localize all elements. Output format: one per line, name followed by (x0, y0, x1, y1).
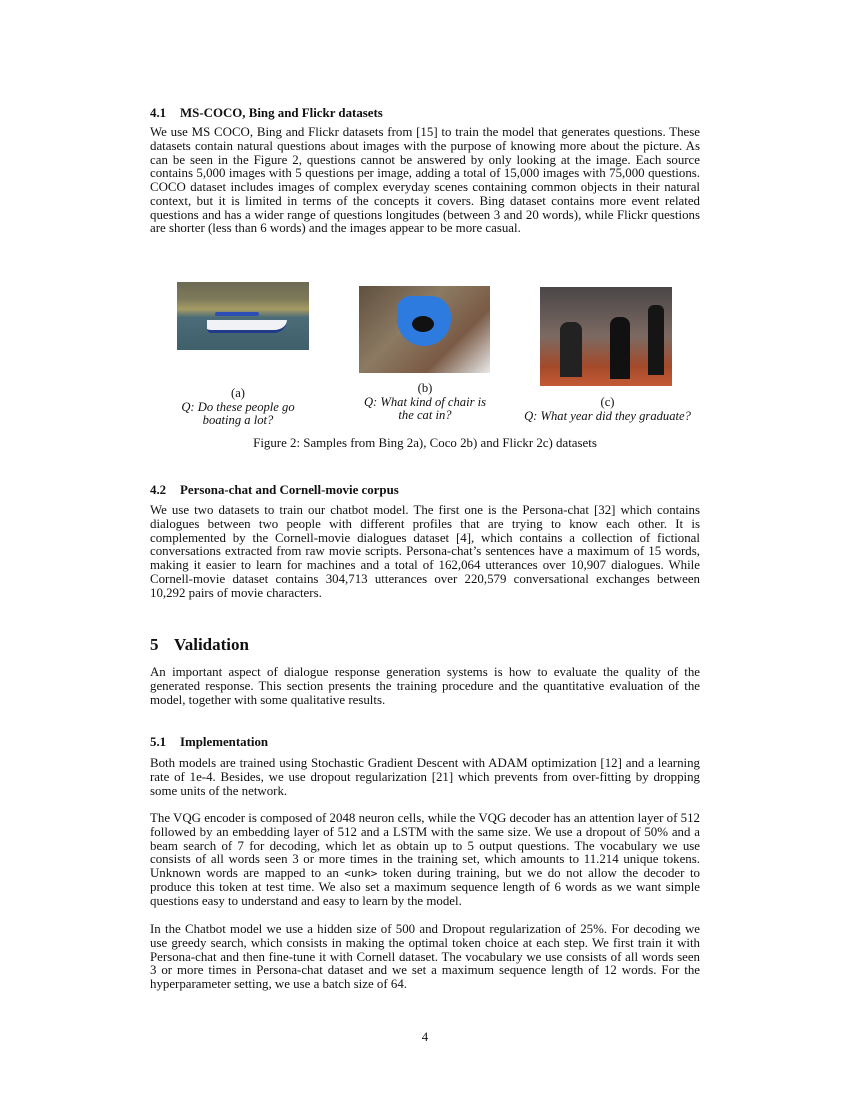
subfigure-question: Q: What year did they graduate? (524, 408, 691, 423)
text: token during training, but we do not allow the decoder to produce this token at test time. We also set a maximum sequence length of 6 words as we want simple questions easy to understand and easy to learn by the model. (150, 866, 700, 908)
section-4-1-heading (150, 106, 700, 121)
section-number: 5.1 (150, 735, 167, 749)
section-title: Validation (174, 635, 249, 654)
section-5-1-paragraph-3 (150, 923, 700, 992)
figure-caption: Figure 2: Samples from Bing 2a), Coco 2b) and Flickr 2c) datasets (253, 436, 597, 450)
section-title: Implementation (180, 735, 269, 749)
subfigure-question: Q: Do these people go boating a lot? (181, 399, 295, 427)
boat-image (177, 282, 309, 350)
subfigure-question: Q: What kind of chair is the cat in? (363, 394, 487, 422)
cat-chair-image (359, 286, 490, 373)
subfigure-c-caption (510, 396, 705, 423)
graduation-image (540, 287, 672, 386)
paragraph (150, 812, 700, 908)
paragraph: We use two datasets to train our chatbot model. The first one is the Persona-chat [32] which contains dialogues between two people with different profiles that are trying to know each other. It is complemented by the Cornell-movie dialogues dataset [4], which contains a collection of fictional conversations extracted from raw movie scripts. Persona-chat’s sentences have a maximum of 15 words, making it easier to learn for machines and a total of 162,064 utterances over 10,907 dialogues. While Cornell-movie dataset contains 304,713 utterances over 220,579 conversational exchanges between 10,292 pairs of movie characters. (150, 503, 700, 600)
paragraph: In the Chatbot model we use a hidden size of 500 and Dropout regularization of 25%. For decoding we use greedy search, which consists in making the optimal token choice at each step. We first train it with Persona-chat and then fine-tune it with Cornell dataset. The vocabulary we use consists of all words seen 3 or more times in Persona-chat dataset and we set a maximum sequence length of 12 words. For the hyperparameter setting, we use a batch size of 64. (150, 922, 700, 991)
subfigure-label: (b) (417, 381, 433, 395)
unk-token: <unk> (344, 867, 378, 880)
section-5-1-paragraph-1 (150, 757, 700, 798)
section-4-2-heading (150, 483, 700, 498)
text: The VQG encoder is composed of 2048 neuron cells, while the VQG decoder has an attention layer of 512 followed by an embedding layer of 512 and a LSTM with the same size. We use a dropout of 50% and a beam search of 7 for decoding, which let as obtain up to 5 output questions. The vocabulary we use consists of all words seen 3 or more times in the training set, which amounts to 11.214 unique tokens. Unknown words are mapped to an (150, 811, 700, 880)
section-5-heading (150, 635, 700, 655)
page-number: 4 (421, 1030, 429, 1044)
section-number: 4.1 (150, 106, 167, 120)
section-5-1-paragraph-2 (150, 812, 700, 908)
subfigure-label: (a) (231, 386, 245, 400)
paragraph: Both models are trained using Stochastic Gradient Descent with ADAM optimization [12] and a learning rate of 1e-4. Besides, we use dropout regularization [21] which prevents from over-fitting by dropping some units of the network. (150, 756, 700, 798)
section-4-2-paragraph (150, 504, 700, 600)
subfigure-b-caption (355, 382, 495, 423)
section-5-paragraph (150, 666, 700, 707)
section-number: 5 (150, 635, 159, 654)
subfigure-label: (c) (600, 395, 615, 409)
section-title: Persona-chat and Cornell-movie corpus (180, 483, 399, 497)
section-title: MS-COCO, Bing and Flickr datasets (180, 106, 383, 120)
subfigure-a-caption (168, 387, 308, 428)
section-4-1-paragraph (150, 126, 700, 236)
paragraph: An important aspect of dialogue response generation systems is how to evaluate the quality of the generated response. This section presents the training procedure and the quantitative evaluation of the model, together with some qualitative results. (150, 665, 700, 707)
paragraph: We use MS COCO, Bing and Flickr datasets from [15] to train the model that generates questions. These datasets contain natural questions about images with the purpose of knowing more about the picture. As can be seen in the Figure 2, questions cannot be answered by only looking at the image. Each source contains 5,000 images with 5 questions per image, adding a total of 15,000 images with 75,000 questions. COCO dataset includes images of complex everyday scenes containing common objects in their natural context, but it is limited in terms of the concepts it covers. Bing dataset contains more event related questions and has a wider range of questions longitudes (between 3 and 20 words), while Flickr questions are shorter (less than 6 words) and the images appear to be more casual. (150, 125, 700, 236)
section-5-1-heading (150, 735, 700, 750)
section-number: 4.2 (150, 483, 167, 497)
